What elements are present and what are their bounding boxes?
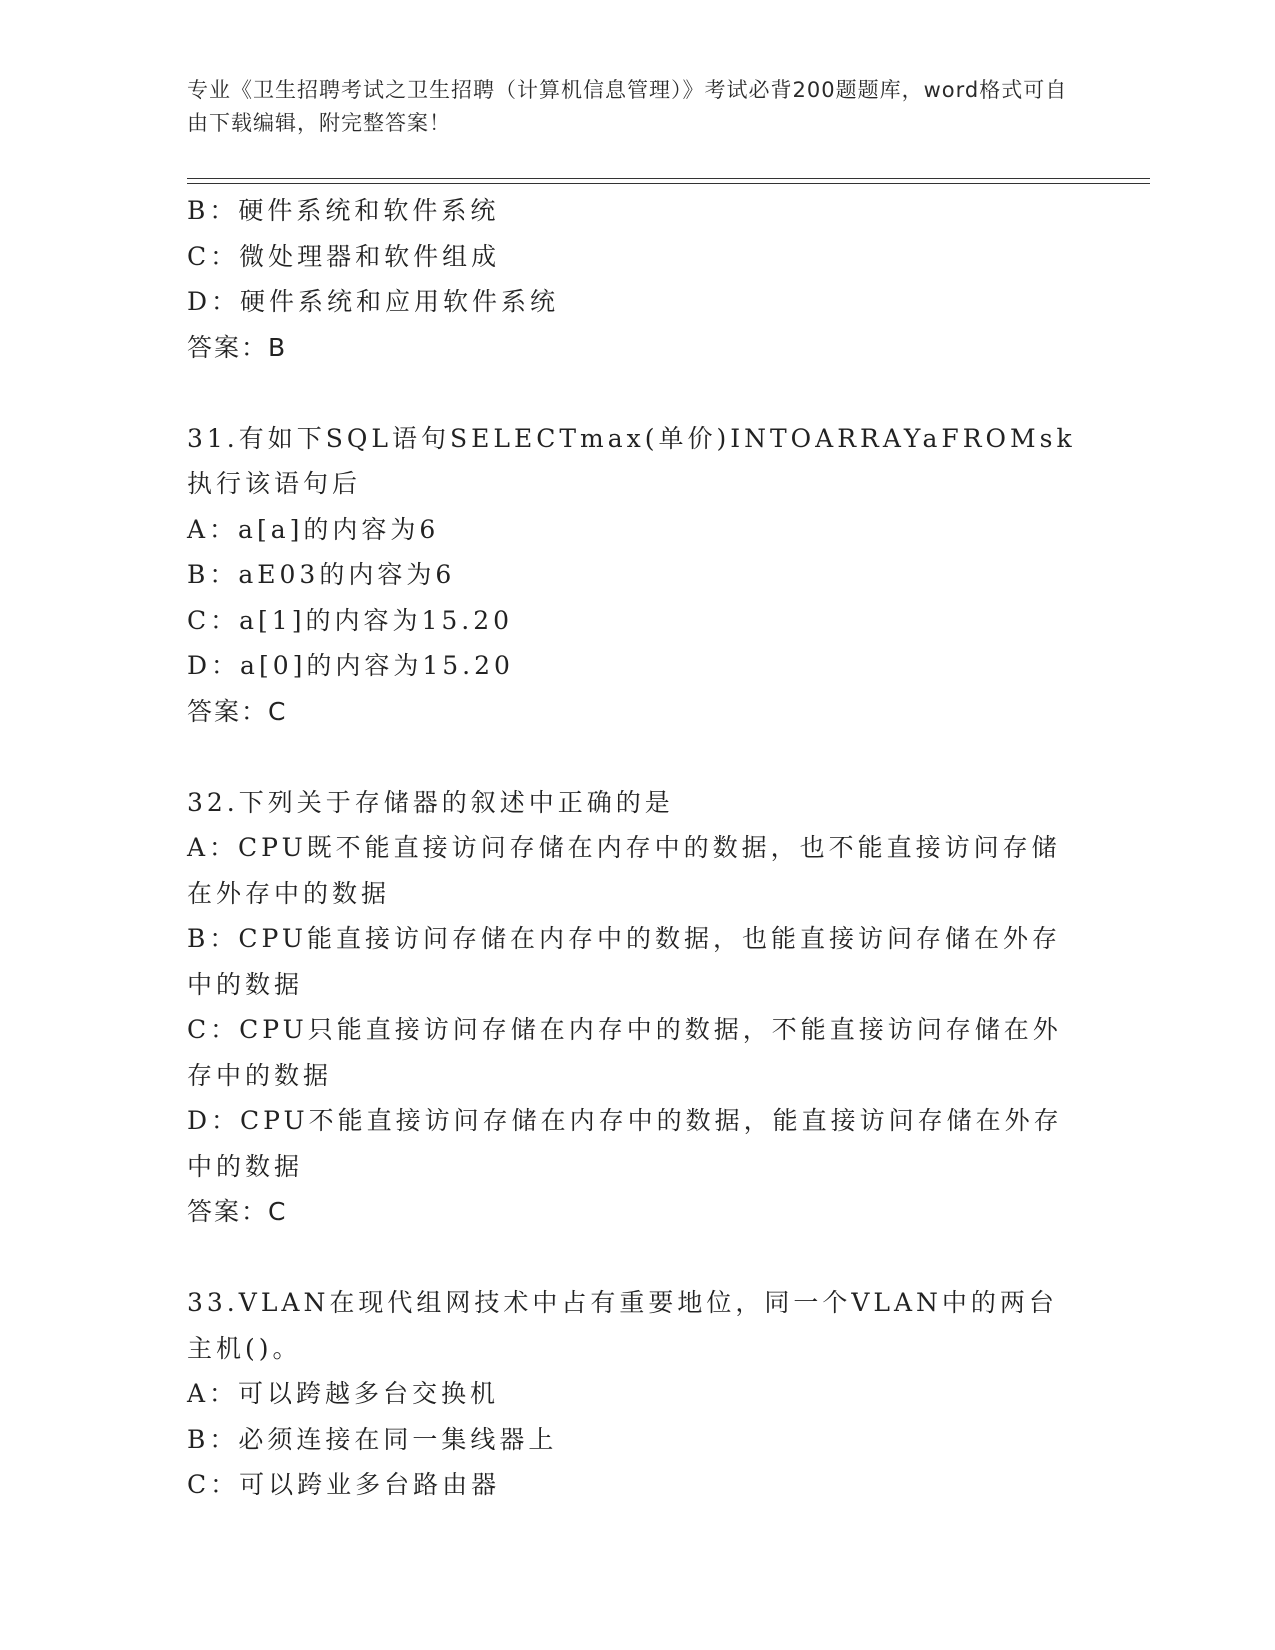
option-b: B：CPU能直接访问存储在内存中的数据，也能直接访问存储在外存中的数据 [187, 924, 1061, 999]
question-spacer [187, 370, 1077, 416]
question-spacer [187, 734, 1077, 780]
option-d: D：a[0]的内容为15.20 [187, 651, 514, 680]
question-content [187, 188, 1077, 1508]
option-c: C：微处理器和软件组成 [187, 241, 501, 271]
question-spacer [187, 1235, 1077, 1281]
question-stem: 33.VLAN在现代组网技术中占有重要地位，同一个VLAN中的两台主机()。 [187, 1288, 1058, 1363]
option-b: B：aE03的内容为6 [187, 560, 456, 589]
question-31-block [187, 416, 1077, 735]
option-d: D：硬件系统和应用软件系统 [187, 287, 560, 316]
question-32-block [187, 780, 1077, 1235]
option-b: B：硬件系统和软件系统 [187, 196, 500, 225]
option-a: A：CPU既不能直接访问存储在内存中的数据，也不能直接访问存储在外存中的数据 [187, 833, 1061, 908]
question-33-block [187, 1280, 1077, 1508]
previous-question-block [187, 188, 1077, 370]
question-stem: 31.有如下SQL语句SELECTmax(单价)INTOARRAYaFROMsk执行该语句后 [187, 423, 1076, 498]
document-header: 专业《卫生招聘考试之卫生招聘（计算机信息管理）》考试必背200题题库，word格式可自由下载编辑，附完整答案！ [187, 78, 1068, 135]
option-c: C：a[1]的内容为15.20 [187, 605, 514, 635]
option-a: A：可以跨越多台交换机 [187, 1379, 500, 1408]
answer-line: 答案：C [187, 696, 288, 726]
header-rule-top [187, 178, 1150, 179]
option-a: A：a[a]的内容为6 [187, 514, 440, 544]
header-rule-bottom [187, 183, 1150, 184]
answer-line: 答案：C [187, 1197, 288, 1226]
answer-line: 答案：B [187, 332, 288, 362]
option-b: B：必须连接在同一集线器上 [187, 1424, 558, 1454]
option-d: D：CPU不能直接访问存储在内存中的数据，能直接访问存储在外存中的数据 [187, 1106, 1063, 1181]
option-c: C：CPU只能直接访问存储在内存中的数据，不能直接访问存储在外存中的数据 [187, 1015, 1062, 1090]
question-stem: 32.下列关于存储器的叙述中正确的是 [187, 787, 674, 817]
option-c: C：可以跨业多台路由器 [187, 1470, 501, 1499]
